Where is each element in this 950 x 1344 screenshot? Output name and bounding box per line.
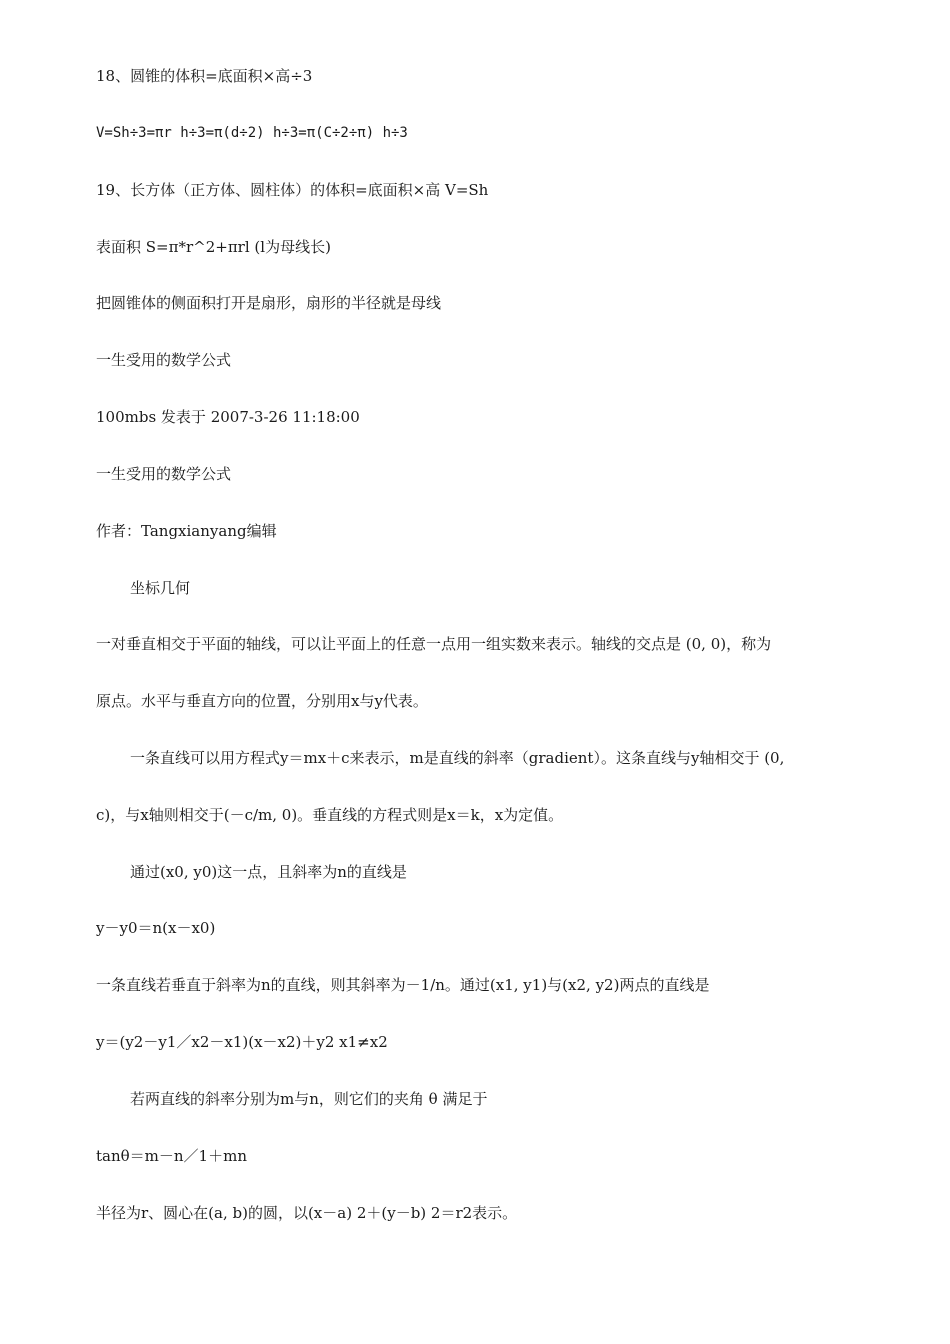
- post-meta: 100mbs 发表于 2007-3-26 11:18:00: [96, 408, 360, 426]
- paragraph-line-equation-1: 一条直线可以用方程式y＝mx＋c来表示，m是直线的斜率（gradient）。这条直线与y轴相交于 (0,: [130, 749, 785, 767]
- paragraph-axes-line-1: 一对垂直相交于平面的轴线，可以让平面上的任意一点用一组实数来表示。轴线的交点是 (0, 0)，称为: [96, 635, 772, 653]
- cone-lateral-surface-note: 把圆锥体的侧面积打开是扇形，扇形的半径就是母线: [96, 294, 442, 312]
- paragraph-line-equation-2: c)，与x轴则相交于(－c/m, 0)。垂直线的方程式则是x＝k，x为定值。: [96, 806, 564, 824]
- formula-two-point-line: y＝(y2－y1／x2－x1)(x－x2)＋y2 x1≠x2: [96, 1033, 388, 1051]
- article-title: 一生受用的数学公式: [96, 351, 232, 369]
- formula-tan-theta: tanθ＝m－n／1＋mn: [96, 1147, 247, 1165]
- paragraph-perpendicular-slope: 一条直线若垂直于斜率为n的直线，则其斜率为－1/n。通过(x1, y1)与(x2, y2)两点的直线是: [96, 976, 710, 994]
- paragraph-point-slope: 通过(x0, y0)这一点，且斜率为n的直线是: [130, 863, 407, 881]
- section-heading-coordinate-geometry: 坐标几何: [130, 579, 191, 597]
- paragraph-angle-between-lines: 若两直线的斜率分别为m与n，则它们的夹角 θ 满足于: [130, 1090, 488, 1108]
- cone-surface-area-formula: 表面积 S=π*r^2+πrl (l为母线长): [96, 238, 331, 256]
- paragraph-circle-equation: 半径为r、圆心在(a, b)的圆，以(x－a) 2＋(y－b) 2＝r2表示。: [96, 1204, 518, 1222]
- paragraph-axes-line-2: 原点。水平与垂直方向的位置，分别用x与y代表。: [96, 692, 428, 710]
- cuboid-volume-formula: 19、长方体（正方体、圆柱体）的体积=底面积×高 V=Sh: [96, 181, 489, 199]
- author-line: 作者：Tangxianyang编辑: [96, 522, 277, 540]
- article-title-repeat: 一生受用的数学公式: [96, 465, 232, 483]
- cone-volume-formula-heading: 18、圆锥的体积=底面积×高÷3: [96, 67, 313, 85]
- cone-volume-formula-expansion: V=Sh÷3=πr h÷3=π(d÷2) h÷3=π(C÷2÷π) h÷3: [96, 125, 408, 141]
- formula-point-slope: y－y0＝n(x－x0): [96, 919, 216, 937]
